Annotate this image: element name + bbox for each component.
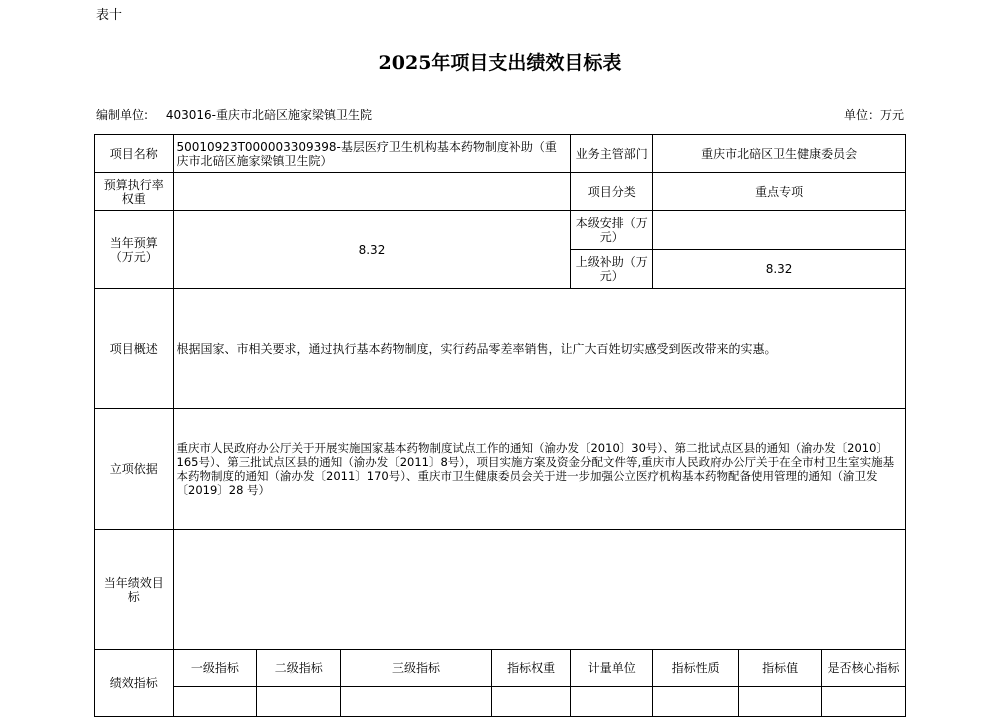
- overview-label: 项目概述: [95, 289, 174, 409]
- local-label: 本级安排（万元）: [571, 211, 653, 250]
- indicator-cell: [822, 687, 906, 717]
- indicator-cell: [173, 687, 257, 717]
- basis-label: 立项依据: [95, 409, 174, 530]
- form-number-label: 表十: [96, 8, 123, 23]
- unit-label: 单位：万元: [843, 108, 904, 122]
- goal-label: 当年绩效目标: [95, 530, 174, 650]
- indicator-cell: [571, 687, 653, 717]
- budget-value: 8.32: [173, 211, 571, 289]
- budget-weight-label: 预算执行率权重: [95, 173, 174, 211]
- row-indicator-headers: [95, 650, 906, 687]
- header-level3: 三级指标: [341, 650, 492, 687]
- header-core: 是否核心指标: [822, 650, 906, 687]
- budget-label: 当年预算（万元）: [95, 211, 174, 289]
- header-value: 指标值: [739, 650, 822, 687]
- goal-value: [173, 530, 906, 650]
- budget-weight-value: [173, 173, 571, 211]
- row-budget-local: [95, 211, 906, 250]
- compiler-label: 编制单位:: [96, 108, 149, 122]
- overview-value: 根据国家、市相关要求，通过执行基本药物制度，实行药品零差率销售，让广大百姓切实感受到医改带来的实惠。: [173, 289, 906, 409]
- row-budget-weight: [95, 173, 906, 211]
- indicator-cell: [341, 687, 492, 717]
- indicator-cell: [739, 687, 822, 717]
- category-value: 重点专项: [653, 173, 906, 211]
- compiler-info: [96, 106, 372, 123]
- header-weight: 指标权重: [491, 650, 571, 687]
- indicator-cell: [653, 687, 739, 717]
- row-project-name: [95, 135, 906, 173]
- dept-value: 重庆市北碚区卫生健康委员会: [653, 135, 906, 173]
- superior-label: 上级补助（万元）: [571, 250, 653, 289]
- row-basis: [95, 409, 906, 530]
- category-label: 项目分类: [571, 173, 653, 211]
- indicator-cell: [491, 687, 571, 717]
- row-indicator-empty: [95, 687, 906, 717]
- header-unit: 计量单位: [571, 650, 653, 687]
- row-goal: [95, 530, 906, 650]
- project-name-value: 50010923T000003309398-基层医疗卫生机构基本药物制度补助（重庆市北碚区施家梁镇卫生院）: [173, 135, 571, 173]
- row-overview: [95, 289, 906, 409]
- indicators-label: 绩效指标: [95, 650, 174, 717]
- page-title: 2025年项目支出绩效目标表: [378, 52, 622, 74]
- header-level1: 一级指标: [173, 650, 257, 687]
- performance-target-table: [94, 134, 906, 717]
- indicator-cell: [257, 687, 341, 717]
- dept-label: 业务主管部门: [571, 135, 653, 173]
- local-value: [653, 211, 906, 250]
- project-name-label: 项目名称: [95, 135, 174, 173]
- header-nature: 指标性质: [653, 650, 739, 687]
- compiler-value: 403016-重庆市北碚区施家梁镇卫生院: [165, 108, 373, 122]
- basis-value: 重庆市人民政府办公厅关于开展实施国家基本药物制度试点工作的通知（渝办发〔2010〕30号）、第二批试点区县的通知（渝办发〔2010〕165号）、第三批试点区县的通知（渝办发〔2011〕8号），项目实施方案及资金分配文件等,重庆市人民政府办公厅关于在全市村卫生室实施基本药物制度的通知（渝办发〔2011〕170号）、重庆市卫生健康委员会关于进一步加强公立医疗机构基本药物配备使用管理的通知（渝卫发〔2019〕28 号）: [173, 409, 906, 530]
- header-level2: 二级指标: [257, 650, 341, 687]
- superior-value: 8.32: [653, 250, 906, 289]
